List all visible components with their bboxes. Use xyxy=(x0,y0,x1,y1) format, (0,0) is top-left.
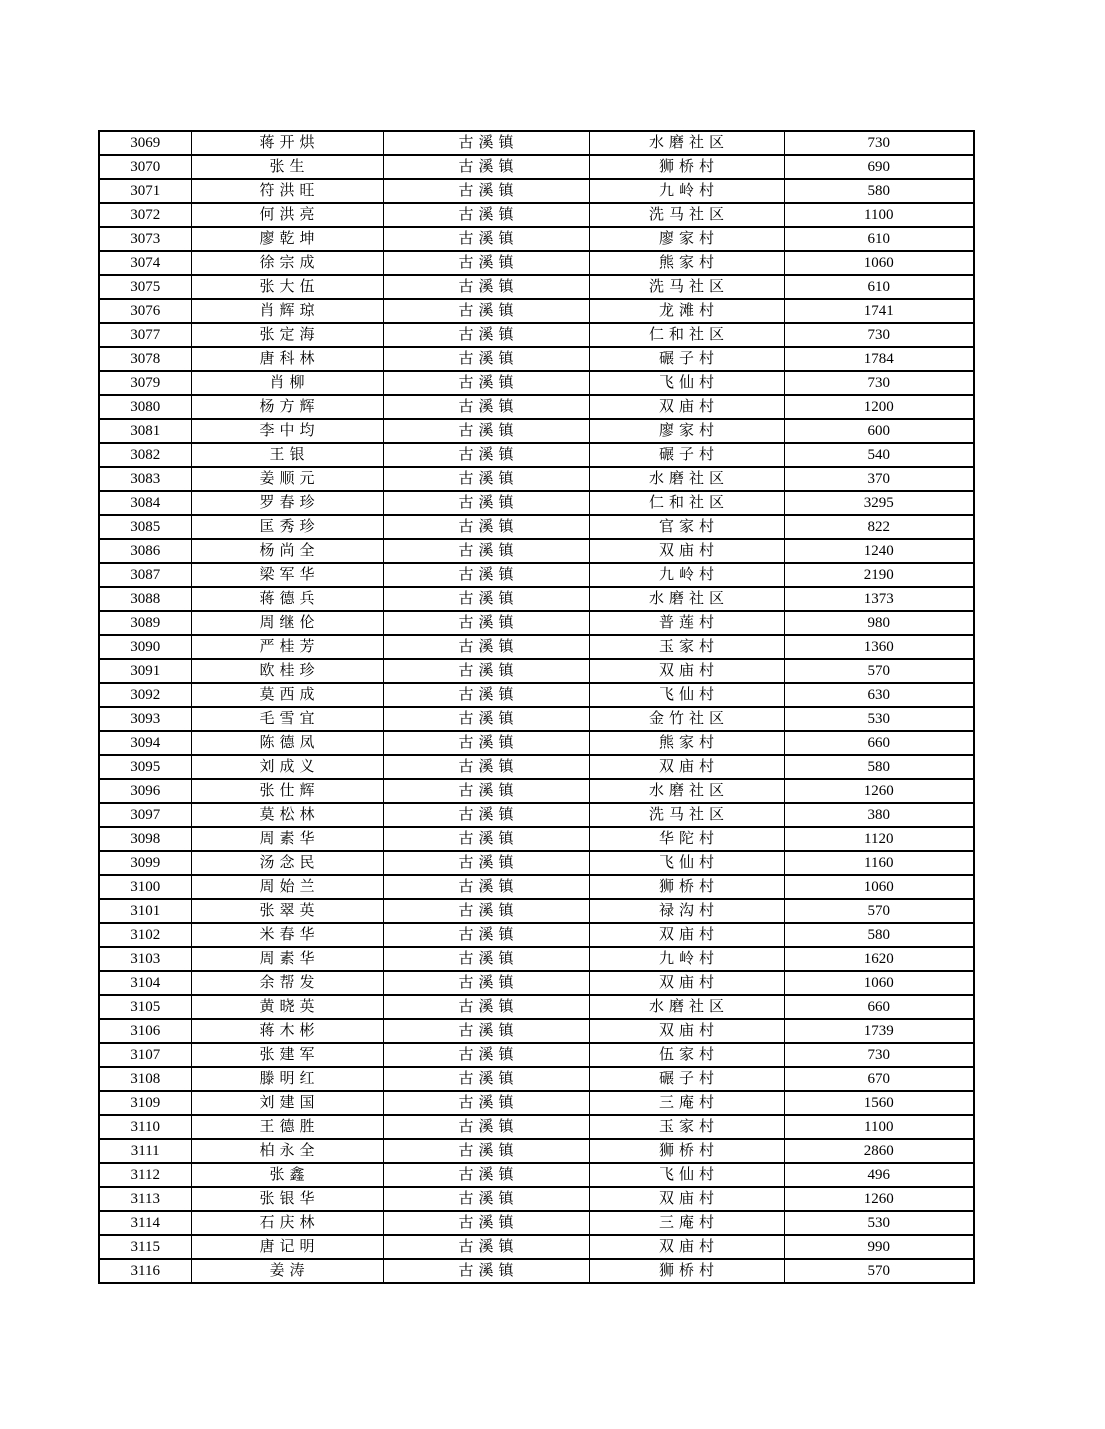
cell-amount: 380 xyxy=(784,803,974,827)
cell-town: 古溪镇 xyxy=(383,1019,589,1043)
cell-village: 水磨社区 xyxy=(589,131,784,155)
table-row xyxy=(99,755,974,779)
cell-village: 双庙村 xyxy=(589,395,784,419)
cell-name: 王德胜 xyxy=(191,1115,383,1139)
cell-town: 古溪镇 xyxy=(383,563,589,587)
cell-village: 华陀村 xyxy=(589,827,784,851)
cell-id: 3077 xyxy=(99,323,191,347)
table-row xyxy=(99,563,974,587)
table-row xyxy=(99,827,974,851)
cell-name: 柏永全 xyxy=(191,1139,383,1163)
cell-town: 古溪镇 xyxy=(383,1235,589,1259)
cell-name: 王银 xyxy=(191,443,383,467)
cell-village: 双庙村 xyxy=(589,971,784,995)
cell-id: 3086 xyxy=(99,539,191,563)
table-row xyxy=(99,347,974,371)
cell-amount: 580 xyxy=(784,755,974,779)
cell-id: 3091 xyxy=(99,659,191,683)
cell-amount: 1100 xyxy=(784,203,974,227)
table-row xyxy=(99,947,974,971)
table-row xyxy=(99,1235,974,1259)
cell-name: 张建军 xyxy=(191,1043,383,1067)
table-row xyxy=(99,1187,974,1211)
cell-town: 古溪镇 xyxy=(383,875,589,899)
cell-amount: 570 xyxy=(784,1259,974,1283)
cell-village: 洗马社区 xyxy=(589,203,784,227)
cell-town: 古溪镇 xyxy=(383,611,589,635)
cell-name: 周始兰 xyxy=(191,875,383,899)
cell-amount: 660 xyxy=(784,995,974,1019)
cell-amount: 730 xyxy=(784,323,974,347)
cell-town: 古溪镇 xyxy=(383,803,589,827)
cell-name: 周素华 xyxy=(191,827,383,851)
cell-name: 滕明红 xyxy=(191,1067,383,1091)
table-row xyxy=(99,851,974,875)
cell-name: 罗春珍 xyxy=(191,491,383,515)
cell-village: 飞仙村 xyxy=(589,371,784,395)
cell-village: 玉家村 xyxy=(589,1115,784,1139)
cell-name: 杨方辉 xyxy=(191,395,383,419)
cell-name: 蒋木彬 xyxy=(191,1019,383,1043)
cell-id: 3071 xyxy=(99,179,191,203)
cell-amount: 1060 xyxy=(784,251,974,275)
cell-town: 古溪镇 xyxy=(383,419,589,443)
cell-id: 3104 xyxy=(99,971,191,995)
table-row xyxy=(99,179,974,203)
cell-id: 3095 xyxy=(99,755,191,779)
cell-amount: 1260 xyxy=(784,779,974,803)
cell-name: 欧桂珍 xyxy=(191,659,383,683)
cell-amount: 610 xyxy=(784,227,974,251)
cell-amount: 1373 xyxy=(784,587,974,611)
cell-id: 3076 xyxy=(99,299,191,323)
cell-id: 3078 xyxy=(99,347,191,371)
cell-id: 3107 xyxy=(99,1043,191,1067)
cell-amount: 1160 xyxy=(784,851,974,875)
cell-town: 古溪镇 xyxy=(383,275,589,299)
cell-town: 古溪镇 xyxy=(383,467,589,491)
cell-id: 3093 xyxy=(99,707,191,731)
table-row xyxy=(99,515,974,539)
cell-id: 3073 xyxy=(99,227,191,251)
table-row xyxy=(99,731,974,755)
cell-id: 3072 xyxy=(99,203,191,227)
cell-village: 洗马社区 xyxy=(589,275,784,299)
cell-amount: 1741 xyxy=(784,299,974,323)
cell-amount: 600 xyxy=(784,419,974,443)
cell-town: 古溪镇 xyxy=(383,539,589,563)
cell-village: 双庙村 xyxy=(589,1187,784,1211)
cell-town: 古溪镇 xyxy=(383,851,589,875)
cell-id: 3109 xyxy=(99,1091,191,1115)
table-row xyxy=(99,683,974,707)
cell-town: 古溪镇 xyxy=(383,731,589,755)
table-row xyxy=(99,371,974,395)
cell-town: 古溪镇 xyxy=(383,659,589,683)
cell-name: 石庆林 xyxy=(191,1211,383,1235)
cell-name: 张仕辉 xyxy=(191,779,383,803)
cell-name: 毛雪宜 xyxy=(191,707,383,731)
cell-id: 3090 xyxy=(99,635,191,659)
cell-town: 古溪镇 xyxy=(383,131,589,155)
table-row xyxy=(99,1115,974,1139)
cell-id: 3108 xyxy=(99,1067,191,1091)
cell-village: 熊家村 xyxy=(589,251,784,275)
cell-name: 张定海 xyxy=(191,323,383,347)
table-row xyxy=(99,1043,974,1067)
cell-town: 古溪镇 xyxy=(383,299,589,323)
cell-amount: 1360 xyxy=(784,635,974,659)
cell-village: 水磨社区 xyxy=(589,587,784,611)
cell-village: 水磨社区 xyxy=(589,467,784,491)
cell-id: 3101 xyxy=(99,899,191,923)
cell-village: 玉家村 xyxy=(589,635,784,659)
cell-id: 3085 xyxy=(99,515,191,539)
cell-amount: 580 xyxy=(784,179,974,203)
table-row xyxy=(99,779,974,803)
table-row xyxy=(99,611,974,635)
table-row xyxy=(99,131,974,155)
cell-village: 仁和社区 xyxy=(589,491,784,515)
cell-amount: 1739 xyxy=(784,1019,974,1043)
cell-name: 符洪旺 xyxy=(191,179,383,203)
cell-town: 古溪镇 xyxy=(383,1091,589,1115)
cell-id: 3092 xyxy=(99,683,191,707)
table-row xyxy=(99,1019,974,1043)
cell-amount: 1060 xyxy=(784,875,974,899)
cell-id: 3082 xyxy=(99,443,191,467)
cell-name: 何洪亮 xyxy=(191,203,383,227)
cell-amount: 990 xyxy=(784,1235,974,1259)
cell-name: 刘建国 xyxy=(191,1091,383,1115)
cell-amount: 1260 xyxy=(784,1187,974,1211)
cell-town: 古溪镇 xyxy=(383,251,589,275)
table-row xyxy=(99,1259,974,1283)
cell-amount: 730 xyxy=(784,1043,974,1067)
cell-amount: 580 xyxy=(784,923,974,947)
roster-table xyxy=(98,130,975,1284)
cell-town: 古溪镇 xyxy=(383,491,589,515)
cell-id: 3098 xyxy=(99,827,191,851)
cell-village: 熊家村 xyxy=(589,731,784,755)
cell-village: 官家村 xyxy=(589,515,784,539)
cell-amount: 370 xyxy=(784,467,974,491)
cell-village: 双庙村 xyxy=(589,1235,784,1259)
cell-amount: 2190 xyxy=(784,563,974,587)
cell-name: 蒋德兵 xyxy=(191,587,383,611)
cell-id: 3094 xyxy=(99,731,191,755)
cell-id: 3088 xyxy=(99,587,191,611)
cell-village: 狮桥村 xyxy=(589,155,784,179)
table-row xyxy=(99,1091,974,1115)
cell-id: 3075 xyxy=(99,275,191,299)
table-row xyxy=(99,587,974,611)
cell-village: 龙滩村 xyxy=(589,299,784,323)
cell-name: 姜顺元 xyxy=(191,467,383,491)
cell-name: 刘成义 xyxy=(191,755,383,779)
cell-amount: 570 xyxy=(784,659,974,683)
cell-village: 碾子村 xyxy=(589,347,784,371)
table-row xyxy=(99,875,974,899)
cell-amount: 630 xyxy=(784,683,974,707)
cell-id: 3069 xyxy=(99,131,191,155)
cell-village: 仁和社区 xyxy=(589,323,784,347)
cell-town: 古溪镇 xyxy=(383,707,589,731)
cell-id: 3103 xyxy=(99,947,191,971)
cell-village: 九岭村 xyxy=(589,179,784,203)
cell-amount: 690 xyxy=(784,155,974,179)
cell-name: 严桂芳 xyxy=(191,635,383,659)
cell-id: 3114 xyxy=(99,1211,191,1235)
table-row xyxy=(99,251,974,275)
cell-village: 禄沟村 xyxy=(589,899,784,923)
cell-name: 杨尚全 xyxy=(191,539,383,563)
table-row xyxy=(99,635,974,659)
cell-village: 水磨社区 xyxy=(589,779,784,803)
table-row xyxy=(99,899,974,923)
table-row xyxy=(99,299,974,323)
cell-town: 古溪镇 xyxy=(383,347,589,371)
cell-village: 金竹社区 xyxy=(589,707,784,731)
cell-name: 莫松林 xyxy=(191,803,383,827)
cell-id: 3099 xyxy=(99,851,191,875)
cell-id: 3089 xyxy=(99,611,191,635)
cell-id: 3080 xyxy=(99,395,191,419)
table-row xyxy=(99,1067,974,1091)
cell-id: 3105 xyxy=(99,995,191,1019)
cell-id: 3087 xyxy=(99,563,191,587)
cell-id: 3079 xyxy=(99,371,191,395)
cell-id: 3112 xyxy=(99,1163,191,1187)
cell-amount: 730 xyxy=(784,371,974,395)
cell-village: 三庵村 xyxy=(589,1211,784,1235)
cell-name: 徐宗成 xyxy=(191,251,383,275)
cell-name: 蒋开烘 xyxy=(191,131,383,155)
cell-town: 古溪镇 xyxy=(383,779,589,803)
cell-village: 双庙村 xyxy=(589,755,784,779)
cell-town: 古溪镇 xyxy=(383,899,589,923)
cell-town: 古溪镇 xyxy=(383,1043,589,1067)
table-row xyxy=(99,1211,974,1235)
table-row xyxy=(99,803,974,827)
cell-id: 3111 xyxy=(99,1139,191,1163)
cell-village: 九岭村 xyxy=(589,563,784,587)
cell-name: 姜涛 xyxy=(191,1259,383,1283)
cell-village: 洗马社区 xyxy=(589,803,784,827)
cell-amount: 3295 xyxy=(784,491,974,515)
cell-village: 狮桥村 xyxy=(589,1139,784,1163)
cell-village: 九岭村 xyxy=(589,947,784,971)
cell-amount: 496 xyxy=(784,1163,974,1187)
cell-id: 3096 xyxy=(99,779,191,803)
cell-amount: 822 xyxy=(784,515,974,539)
cell-village: 双庙村 xyxy=(589,1019,784,1043)
table-row xyxy=(99,419,974,443)
cell-village: 廖家村 xyxy=(589,227,784,251)
cell-town: 古溪镇 xyxy=(383,635,589,659)
cell-town: 古溪镇 xyxy=(383,323,589,347)
cell-village: 双庙村 xyxy=(589,539,784,563)
cell-name: 张生 xyxy=(191,155,383,179)
cell-town: 古溪镇 xyxy=(383,1259,589,1283)
cell-town: 古溪镇 xyxy=(383,755,589,779)
cell-town: 古溪镇 xyxy=(383,1187,589,1211)
table-row xyxy=(99,971,974,995)
cell-town: 古溪镇 xyxy=(383,683,589,707)
table-row xyxy=(99,995,974,1019)
cell-village: 伍家村 xyxy=(589,1043,784,1067)
table-row xyxy=(99,227,974,251)
cell-village: 双庙村 xyxy=(589,659,784,683)
cell-amount: 1240 xyxy=(784,539,974,563)
table-row xyxy=(99,395,974,419)
cell-town: 古溪镇 xyxy=(383,155,589,179)
cell-id: 3110 xyxy=(99,1115,191,1139)
cell-name: 米春华 xyxy=(191,923,383,947)
cell-id: 3074 xyxy=(99,251,191,275)
cell-amount: 1120 xyxy=(784,827,974,851)
cell-town: 古溪镇 xyxy=(383,371,589,395)
cell-town: 古溪镇 xyxy=(383,1211,589,1235)
cell-amount: 2860 xyxy=(784,1139,974,1163)
table-row xyxy=(99,1139,974,1163)
cell-town: 古溪镇 xyxy=(383,203,589,227)
cell-amount: 1200 xyxy=(784,395,974,419)
cell-village: 三庵村 xyxy=(589,1091,784,1115)
table-row xyxy=(99,707,974,731)
cell-name: 张银华 xyxy=(191,1187,383,1211)
cell-id: 3113 xyxy=(99,1187,191,1211)
cell-town: 古溪镇 xyxy=(383,1163,589,1187)
cell-name: 张翠英 xyxy=(191,899,383,923)
cell-village: 水磨社区 xyxy=(589,995,784,1019)
table-row xyxy=(99,275,974,299)
cell-amount: 610 xyxy=(784,275,974,299)
cell-amount: 540 xyxy=(784,443,974,467)
cell-id: 3115 xyxy=(99,1235,191,1259)
cell-amount: 570 xyxy=(784,899,974,923)
table-row xyxy=(99,491,974,515)
cell-name: 周素华 xyxy=(191,947,383,971)
cell-name: 唐科林 xyxy=(191,347,383,371)
table-row xyxy=(99,923,974,947)
cell-town: 古溪镇 xyxy=(383,827,589,851)
table-body xyxy=(99,131,974,1283)
cell-id: 3083 xyxy=(99,467,191,491)
cell-town: 古溪镇 xyxy=(383,1139,589,1163)
table-row xyxy=(99,203,974,227)
cell-name: 陈德凤 xyxy=(191,731,383,755)
cell-amount: 1620 xyxy=(784,947,974,971)
cell-name: 唐记明 xyxy=(191,1235,383,1259)
cell-id: 3106 xyxy=(99,1019,191,1043)
table-row xyxy=(99,539,974,563)
cell-name: 廖乾坤 xyxy=(191,227,383,251)
cell-name: 余帮发 xyxy=(191,971,383,995)
cell-id: 3084 xyxy=(99,491,191,515)
cell-town: 古溪镇 xyxy=(383,947,589,971)
cell-amount: 730 xyxy=(784,131,974,155)
cell-id: 3102 xyxy=(99,923,191,947)
cell-amount: 1560 xyxy=(784,1091,974,1115)
cell-town: 古溪镇 xyxy=(383,923,589,947)
cell-town: 古溪镇 xyxy=(383,227,589,251)
cell-town: 古溪镇 xyxy=(383,587,589,611)
cell-village: 廖家村 xyxy=(589,419,784,443)
cell-village: 飞仙村 xyxy=(589,851,784,875)
cell-village: 碾子村 xyxy=(589,443,784,467)
cell-name: 肖柳 xyxy=(191,371,383,395)
cell-amount: 530 xyxy=(784,707,974,731)
cell-amount: 670 xyxy=(784,1067,974,1091)
cell-amount: 660 xyxy=(784,731,974,755)
cell-id: 3100 xyxy=(99,875,191,899)
cell-amount: 980 xyxy=(784,611,974,635)
cell-village: 双庙村 xyxy=(589,923,784,947)
cell-id: 3070 xyxy=(99,155,191,179)
table-row xyxy=(99,443,974,467)
cell-name: 梁军华 xyxy=(191,563,383,587)
cell-amount: 1060 xyxy=(784,971,974,995)
cell-village: 飞仙村 xyxy=(589,683,784,707)
cell-town: 古溪镇 xyxy=(383,995,589,1019)
cell-village: 飞仙村 xyxy=(589,1163,784,1187)
cell-amount: 1100 xyxy=(784,1115,974,1139)
cell-village: 狮桥村 xyxy=(589,875,784,899)
cell-name: 肖辉琼 xyxy=(191,299,383,323)
cell-id: 3097 xyxy=(99,803,191,827)
cell-village: 狮桥村 xyxy=(589,1259,784,1283)
cell-town: 古溪镇 xyxy=(383,515,589,539)
cell-name: 张大伍 xyxy=(191,275,383,299)
cell-village: 碾子村 xyxy=(589,1067,784,1091)
cell-name: 匡秀珍 xyxy=(191,515,383,539)
cell-town: 古溪镇 xyxy=(383,179,589,203)
cell-name: 莫西成 xyxy=(191,683,383,707)
cell-name: 张鑫 xyxy=(191,1163,383,1187)
cell-id: 3116 xyxy=(99,1259,191,1283)
cell-town: 古溪镇 xyxy=(383,443,589,467)
cell-name: 汤念民 xyxy=(191,851,383,875)
cell-town: 古溪镇 xyxy=(383,971,589,995)
cell-town: 古溪镇 xyxy=(383,395,589,419)
table-row xyxy=(99,659,974,683)
table-row xyxy=(99,155,974,179)
table-row xyxy=(99,1163,974,1187)
table-row xyxy=(99,467,974,491)
table-row xyxy=(99,323,974,347)
cell-id: 3081 xyxy=(99,419,191,443)
cell-amount: 530 xyxy=(784,1211,974,1235)
cell-name: 李中均 xyxy=(191,419,383,443)
cell-town: 古溪镇 xyxy=(383,1067,589,1091)
cell-village: 普莲村 xyxy=(589,611,784,635)
cell-amount: 1784 xyxy=(784,347,974,371)
cell-town: 古溪镇 xyxy=(383,1115,589,1139)
cell-name: 黄晓英 xyxy=(191,995,383,1019)
cell-name: 周继伦 xyxy=(191,611,383,635)
